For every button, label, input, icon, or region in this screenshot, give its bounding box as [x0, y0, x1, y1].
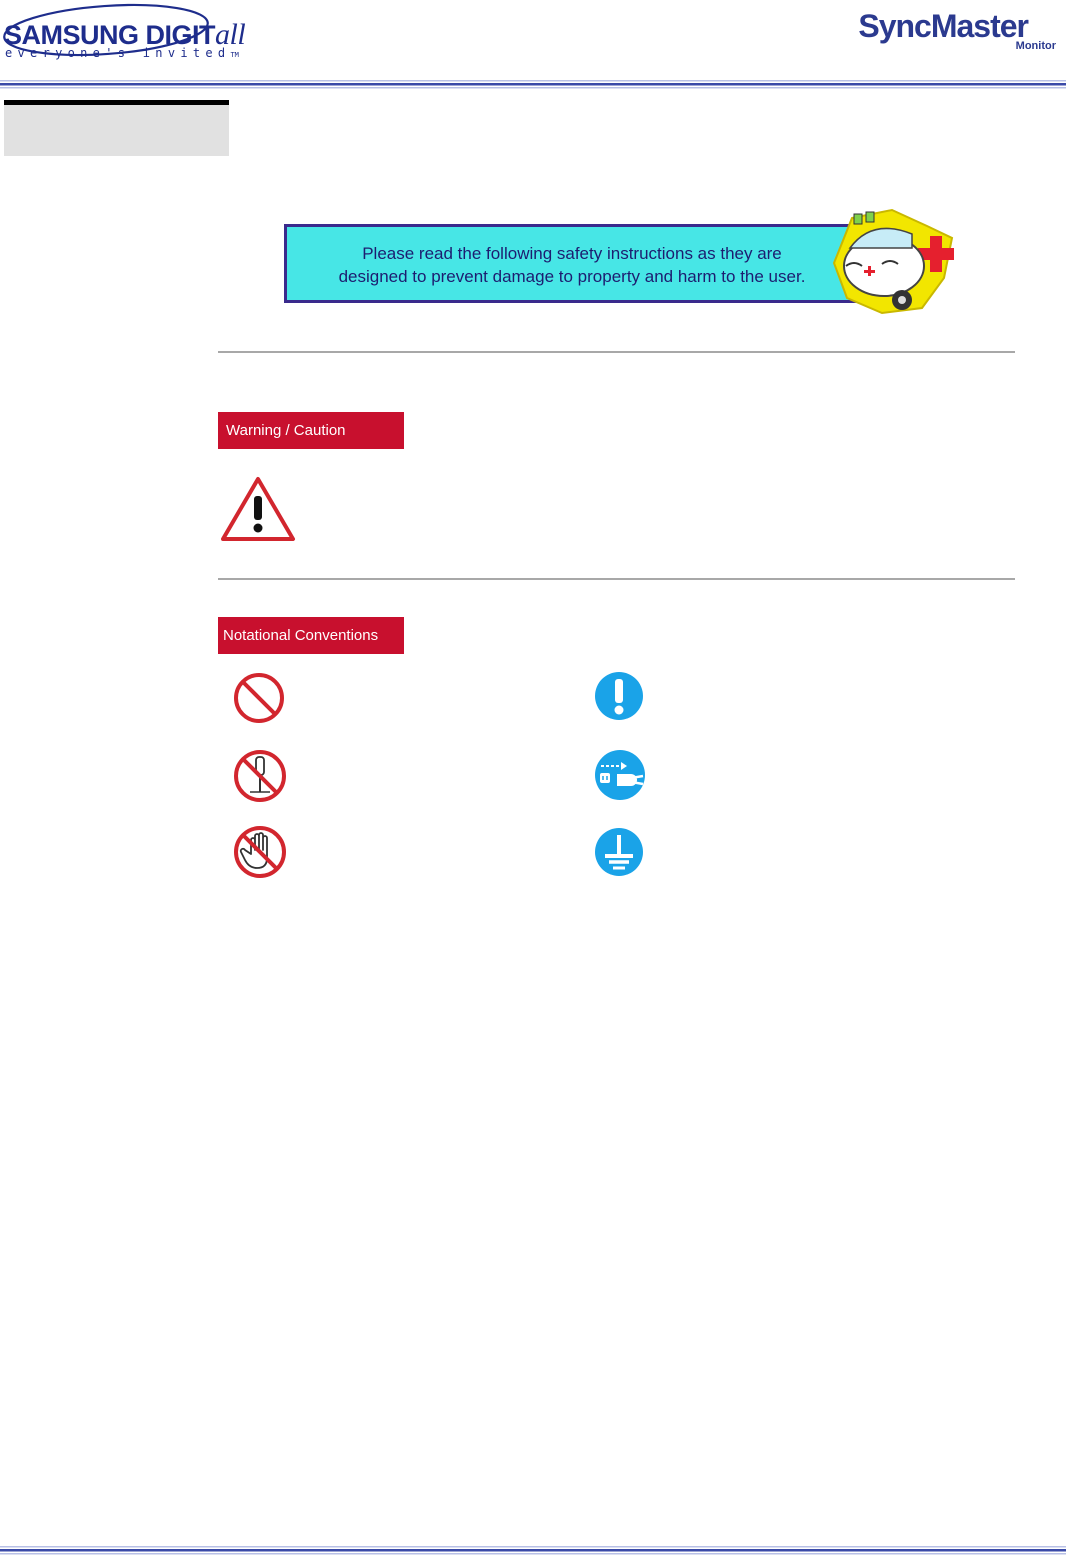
footer-rule: [0, 1544, 1066, 1559]
prohibited-icon: [232, 671, 286, 730]
warning-triangle-icon: [220, 476, 296, 547]
warning-caution-label: Warning / Caution: [218, 412, 404, 449]
unplug-icon: [593, 748, 647, 807]
ground-icon: [593, 826, 645, 883]
ambulance-icon: [832, 208, 957, 323]
section-divider: [218, 351, 1015, 353]
important-icon: [593, 670, 645, 727]
product-subtitle: Monitor: [1015, 40, 1056, 52]
banner-line-1: Please read the following safety instructions as they are: [362, 244, 782, 263]
section-divider: [218, 578, 1015, 580]
do-not-disassemble-icon: [232, 748, 288, 809]
product-name: SyncMaster: [858, 8, 1028, 44]
header-rule: [0, 76, 1066, 91]
page-title-tab: [4, 100, 229, 156]
brand-name: SAMSUNG DIGITall: [4, 18, 246, 51]
safety-banner: [284, 224, 872, 303]
brand-tagline: everyone's invitedTM: [5, 46, 239, 60]
do-not-touch-icon: [232, 824, 288, 885]
banner-line-2: designed to prevent damage to property and harm to the user.: [338, 267, 806, 286]
notational-conventions-label: Notational Conventions: [218, 617, 404, 654]
